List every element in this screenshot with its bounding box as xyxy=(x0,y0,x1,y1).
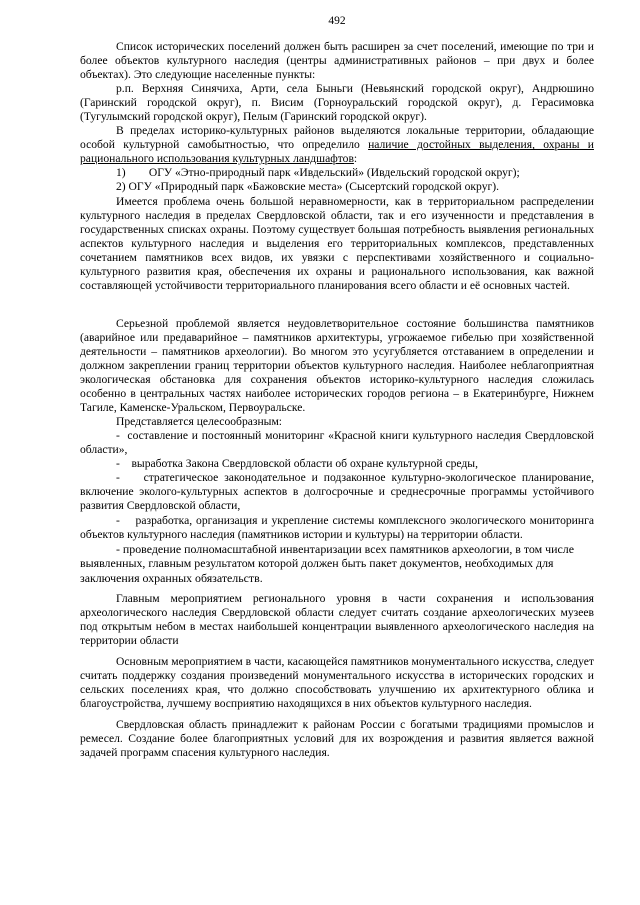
paragraph-archaeology-museums: Главным мероприятием регионального уровня в части сохранения и использования археологического наследия Свердловской области следует считать создание археологических музеев под открытым небом в местах наибольшей концентрации выявленного археологического наследия на территории области xyxy=(80,591,594,648)
bullet-red-book: - составление и постоянный мониторинг «Красной книги культурного наследия Свердловской области», xyxy=(80,429,597,457)
paragraph-historic-settlements: Список исторических поселений должен быть расширен за счет поселений, имеющие по три и более объектов культурного наследия (центры административных районов – при двух и более объектах). Это следующие населенные пункты: xyxy=(80,40,594,82)
bullet-inventory: - проведение полномасштабной инвентаризации всех памятников археологии, в том числе выявленных, главным результатом которой должен быть пакет документов, необходимых для заключения охранных обязательств. xyxy=(80,541,574,586)
list-item-bazhov-park: 2) ОГУ «Природный парк «Бажовские места» (Сысертский городской округ). xyxy=(116,180,500,194)
paragraph-recommendations-intro: Представляется целесообразным: xyxy=(116,415,283,429)
paragraph-local-territories xyxy=(80,124,594,166)
local-territories-text: В пределах историко-культурных районов выделяются локальные территории, обладающие особой культурной самобытностью, что определило xyxy=(80,124,594,152)
paragraph-monumental-art: Основным мероприятием в части, касающейся памятников монументального искусства, следует считать поддержку создания произведений монументального искусства в исторических городских и сельских поселениях края, что должно способствовать улучшению их архитектурного облика и благоустройства, лучшему восприятию находящихся в них объектов культурного наследия. xyxy=(80,655,594,711)
bullet-planning: - стратегическое законодательное и подзаконное культурно-экологическое планирование, включение эколого-культурных аспектов в долгосрочные и среднесрочные программы устойчивого развития Свердловской области, xyxy=(80,471,597,513)
colon: : xyxy=(353,152,358,166)
list-item-ivdel-park: 1) ОГУ «Этно-природный парк «Ивдельский» (Ивдельский городской округ); xyxy=(116,166,520,180)
section-gap xyxy=(80,293,594,317)
paragraph-monument-condition: Серьезной проблемой является неудовлетворительное состояние большинства памятников (аварийное или предаварийное – памятников архитектуры, угрожаемое гибелью при хозяйственной деятельности – памятников археологии). Во многом это усугубляется отставанием в определении и должном закреплении границ территории объектов культурного наследия. Наиболее неблагоприятная экологическая обстановка для сохранения объектов историко-культурного наследия сложилась особенно в центральных частях наиболее исторических городов региона – в Екатеринбурге, Нижнем Тагиле, Каменске-Уральском, Первоуральске. xyxy=(80,316,594,415)
document-page xyxy=(80,14,597,761)
bullet-law: - выработка Закона Свердловской области об охране культурной среды, xyxy=(116,457,478,471)
paragraph-settlement-list: р.п. Верхняя Синячиха, Арти, села Быньги (Невьянский городской округ), Андрюшино (Гаринский городской округ), п. Висим (Горноуральский городской округ), д. Герасимовка (Тугулымский городской округ), Пелым (Гаринский городской округ). xyxy=(80,82,594,124)
paragraph-crafts: Свердловская область принадлежит к районам России с богатыми традициями промыслов и ремесел. Создание более благоприятных условий для их возрождения и развития является важной задачей программ спасения культурного наследия. xyxy=(80,718,594,760)
page-number: 492 xyxy=(328,15,346,27)
underlined-phrase: наличие достойных выделения, охраны и рационального использования культурных ландшафтов xyxy=(80,138,594,166)
paragraph-unevenness: Имеется проблема очень большой неравномерности, как в территориальном распределении культурного наследия в пределах Свердловской области, так и его изученности и представления в государственных списках охраны. Поэтому существует большая потребность выявления региональных аспектов культурного наследия и выделения его территориальных комплексов, представленных сочетанием памятников всех видов, их увязки с перспективами хозяйственного и социально-культурного развития края, обеспечения их охраны и рационального использования, как важной составляющей устойчивости территориального планирования всего области и её основных частей. xyxy=(80,194,594,292)
bullet-monitoring: - разработка, организация и укрепление системы комплексного экологического мониторинга объектов культурного наследия (памятников истории и культуры) на территории области. xyxy=(80,513,597,541)
